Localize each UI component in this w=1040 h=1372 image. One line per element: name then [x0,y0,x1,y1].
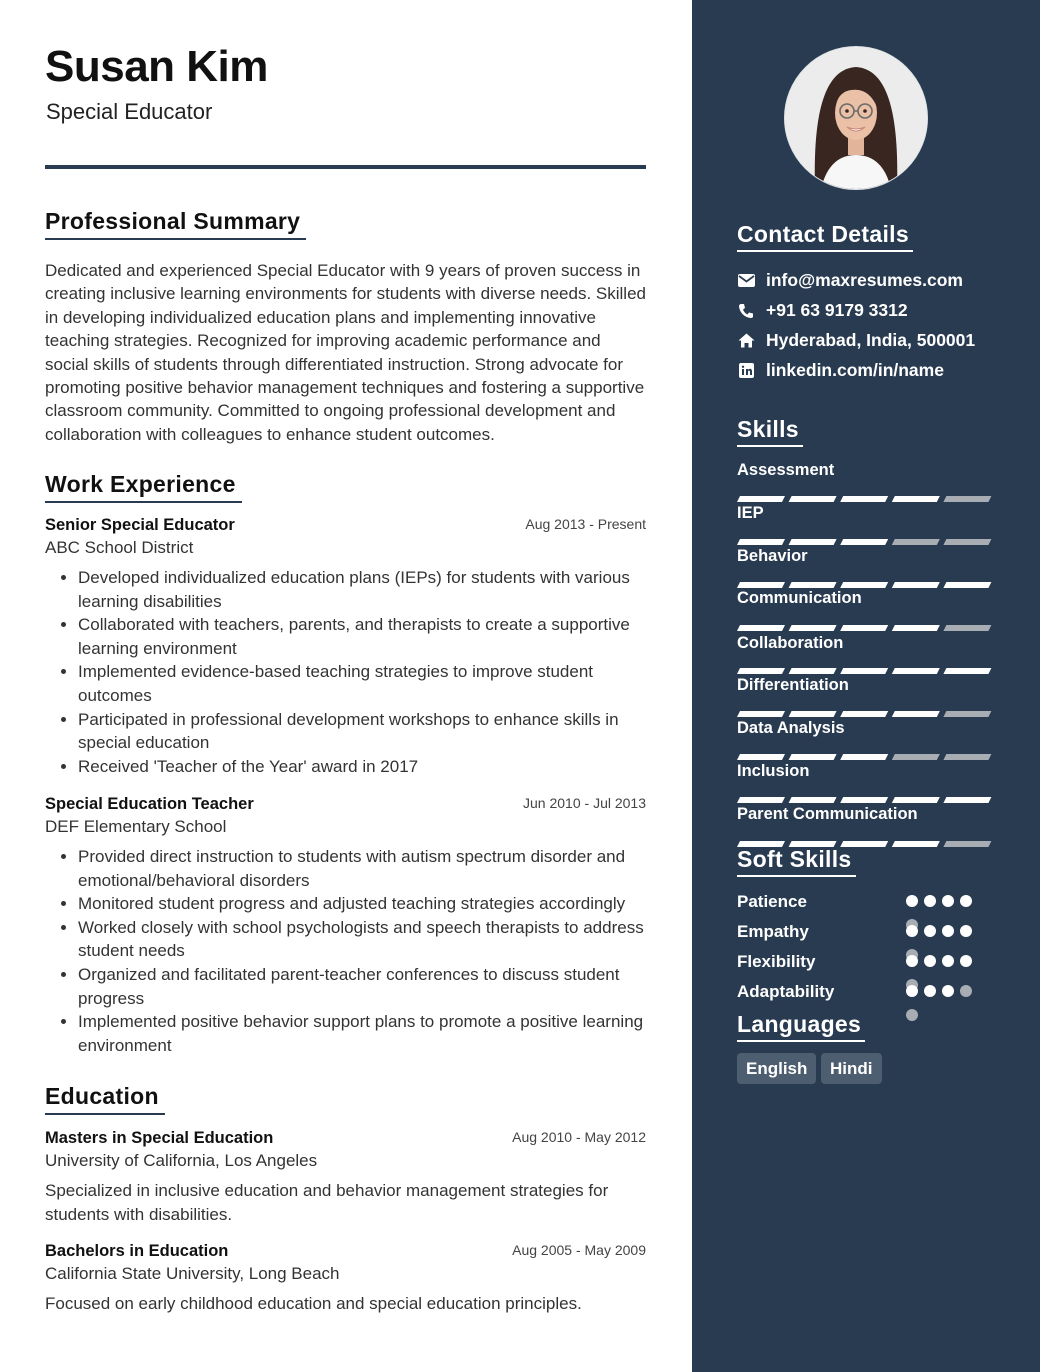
skill-bar-svg [737,496,993,502]
soft-skill-rating [906,955,976,985]
skill-label: Parent Communication [737,805,918,823]
skill-segment-filled [789,496,837,502]
rating-dot-filled [960,925,972,937]
skill-segment-filled [892,625,940,631]
job-date: Aug 2013 - Present [525,516,646,532]
section-title-soft-skills: Soft Skills [737,846,856,877]
skill-segment-filled [840,496,888,502]
contact-text: Hyderabad, India, 500001 [766,330,976,350]
job-bullet: • Participated in professional development workshops to enhance skills in special education [78,708,646,755]
skill-segment-filled [892,496,940,502]
contact-linkedin[interactable] [737,360,944,381]
school-name: California State University, Long Beach [45,1264,340,1283]
education-description: Specialized in inclusive education and behavior management strategies for students with disabilities. [45,1181,609,1224]
skill-segment-empty [892,539,940,545]
contact-text: +91 63 9179 3312 [766,300,908,320]
soft-skill-label: Patience [737,892,807,911]
soft-skill-rating [906,925,976,955]
skill-segment-filled [840,582,888,588]
skill-segment-filled [737,797,785,803]
skill-item [737,719,993,738]
linkedin-icon [737,363,755,378]
skill-item [737,547,993,566]
skill-segment-empty [943,711,991,717]
contact-text: info@maxresumes.com [766,270,963,290]
degree-title: Masters in Special Education [45,1129,274,1147]
envelope-icon [737,274,755,287]
profile-photo [784,46,928,190]
rating-dot-filled [942,955,954,967]
skill-segment-filled [737,582,785,588]
section-title-summary: Professional Summary [45,208,306,240]
soft-skill-rating [906,895,976,925]
skill-segment-filled [943,582,991,588]
job-bullet: • Worked closely with school psychologists and speech therapists to address student needs [78,916,646,963]
section-title-languages: Languages [737,1011,865,1042]
skill-segment-filled [943,668,991,674]
skill-item [737,762,993,781]
skill-segment-filled [789,754,837,760]
section-title-experience: Work Experience [45,471,242,503]
skill-segment-filled [737,496,785,502]
skill-segment-empty [943,496,991,502]
soft-skill-rating [906,985,976,1015]
skill-segment-filled [892,797,940,803]
skill-segment-filled [892,582,940,588]
skill-segment-filled [943,797,991,803]
skill-bar-svg [737,797,993,803]
skill-label: Inclusion [737,762,810,780]
job-date: Jun 2010 - Jul 2013 [523,795,646,811]
skill-segment-filled [892,711,940,717]
skill-segment-filled [840,625,888,631]
job-bullet: • Developed individualized education plans (IEPs) for students with various learning disabilities [78,566,646,613]
rating-dot-filled [942,985,954,997]
school-name: University of California, Los Angeles [45,1151,318,1170]
job-bullets [45,566,646,778]
skill-segment-filled [737,539,785,545]
skill-segment-filled [789,539,837,545]
skill-segment-filled [789,711,837,717]
skill-item [737,805,993,824]
soft-skill-label: Empathy [737,922,809,941]
skill-level-bar [737,489,993,495]
skill-level-bar [737,747,993,753]
rating-dot-filled [960,895,972,907]
contact-address [737,330,975,351]
section-title-contact: Contact Details [737,221,913,252]
job-title: Special Education Teacher [45,795,254,813]
contact-text: linkedin.com/in/name [766,360,944,380]
skill-segment-filled [789,668,837,674]
rating-dot-filled [906,925,918,937]
rating-dot-filled [960,955,972,967]
candidate-name: Susan Kim [45,42,268,91]
phone-icon [737,303,755,319]
rating-dot-filled [924,925,936,937]
rating-dot-filled [942,895,954,907]
skill-bar-svg [737,582,993,588]
skill-item [737,504,993,523]
education-description: Focused on early childhood education and special education principles. [45,1294,582,1313]
skill-label: Differentiation [737,676,849,694]
skill-level-bar [737,661,993,667]
rating-dot-filled [924,895,936,907]
skill-segment-filled [789,625,837,631]
job-entry [45,795,646,1057]
skill-segment-filled [892,841,940,847]
summary-text: Dedicated and experienced Special Educator with 9 years of proven success in creating inclusive learning environments for students with diverse needs. Skilled in developing individualized education plans and implementing innovative teaching strategies. Recognized for improving academic performance and social skills of students through differentiated instruction. Strong advocate for promoting positive behavior management techniques and fostering a supportive classroom community. Committed to ongoing professional development and collaboration with colleagues to enhance student outcomes. [45,261,646,444]
contact-phone[interactable] [737,300,908,321]
skill-segment-filled [789,797,837,803]
skill-label: Behavior [737,547,808,565]
rating-dot-empty [906,1009,918,1021]
job-organization: ABC School District [45,538,194,557]
soft-skill-label: Adaptability [737,982,835,1001]
job-bullet: • Provided direct instruction to students with autism spectrum disorder and emotional/behavioral disorders [78,845,646,892]
skill-segment-filled [840,539,888,545]
skill-label: Communication [737,589,862,607]
skill-segment-empty [943,539,991,545]
skill-bar-svg [737,539,993,545]
rating-dot-filled [924,985,936,997]
skill-level-bar [737,532,993,538]
skill-segment-empty [943,841,991,847]
skill-segment-filled [840,754,888,760]
skill-segment-empty [892,754,940,760]
skill-level-bar [737,575,993,581]
soft-skill-label: Flexibility [737,952,816,971]
skill-item [737,634,993,653]
rating-dot-filled [906,955,918,967]
skill-label: Data Analysis [737,719,845,737]
job-organization: DEF Elementary School [45,817,227,836]
skill-segment-filled [840,711,888,717]
skill-segment-empty [943,625,991,631]
skill-bar-svg [737,711,993,717]
skill-bar-svg [737,668,993,674]
candidate-role: Special Educator [46,99,213,124]
job-bullet: • Implemented evidence-based teaching strategies to improve student outcomes [78,660,646,707]
skill-label: IEP [737,504,764,522]
skill-label: Assessment [737,461,835,479]
skill-level-bar [737,790,993,796]
education-entry [45,1129,646,1227]
skill-segment-filled [737,754,785,760]
education-date: Aug 2005 - May 2009 [512,1242,646,1258]
job-bullet: • Collaborated with teachers, parents, and therapists to create a supportive learning environment [78,613,646,660]
skill-level-bar [737,704,993,710]
rating-dot-filled [906,895,918,907]
header-divider [45,165,646,169]
section-title-education: Education [45,1083,165,1115]
skill-segment-empty [943,754,991,760]
rating-dot-filled [924,955,936,967]
language-chip: English [737,1053,816,1084]
job-bullets [45,845,646,1057]
skill-bar-svg [737,625,993,631]
rating-dot-filled [906,985,918,997]
education-entry [45,1242,646,1316]
language-chip: Hindi [821,1053,882,1084]
job-title: Senior Special Educator [45,516,235,534]
skill-label: Collaboration [737,634,844,652]
rating-dot-filled [942,925,954,937]
skill-item [737,589,993,608]
job-bullet: • Organized and facilitated parent-teacher conferences to discuss student progress [78,963,646,1010]
contact-email[interactable] [737,270,963,291]
skill-segment-filled [737,625,785,631]
education-date: Aug 2010 - May 2012 [512,1129,646,1145]
skill-segment-filled [840,668,888,674]
skill-segment-filled [737,668,785,674]
job-bullet: • Monitored student progress and adjusted teaching strategies accordingly [78,892,646,916]
skill-level-bar [737,834,993,840]
rating-dot-empty [960,985,972,997]
skill-segment-filled [789,582,837,588]
degree-title: Bachelors in Education [45,1242,229,1260]
skill-segment-filled [840,797,888,803]
skill-segment-filled [892,668,940,674]
job-bullet: • Implemented positive behavior support plans to promote a positive learning environment [78,1010,646,1057]
skill-item [737,461,993,480]
job-bullet: • Received 'Teacher of the Year' award in 2017 [78,755,646,779]
skill-bar-svg [737,754,993,760]
skill-level-bar [737,618,993,624]
job-entry [45,516,646,778]
home-icon [737,333,755,348]
skill-segment-filled [737,711,785,717]
skill-item [737,676,993,695]
section-title-skills: Skills [737,416,803,447]
